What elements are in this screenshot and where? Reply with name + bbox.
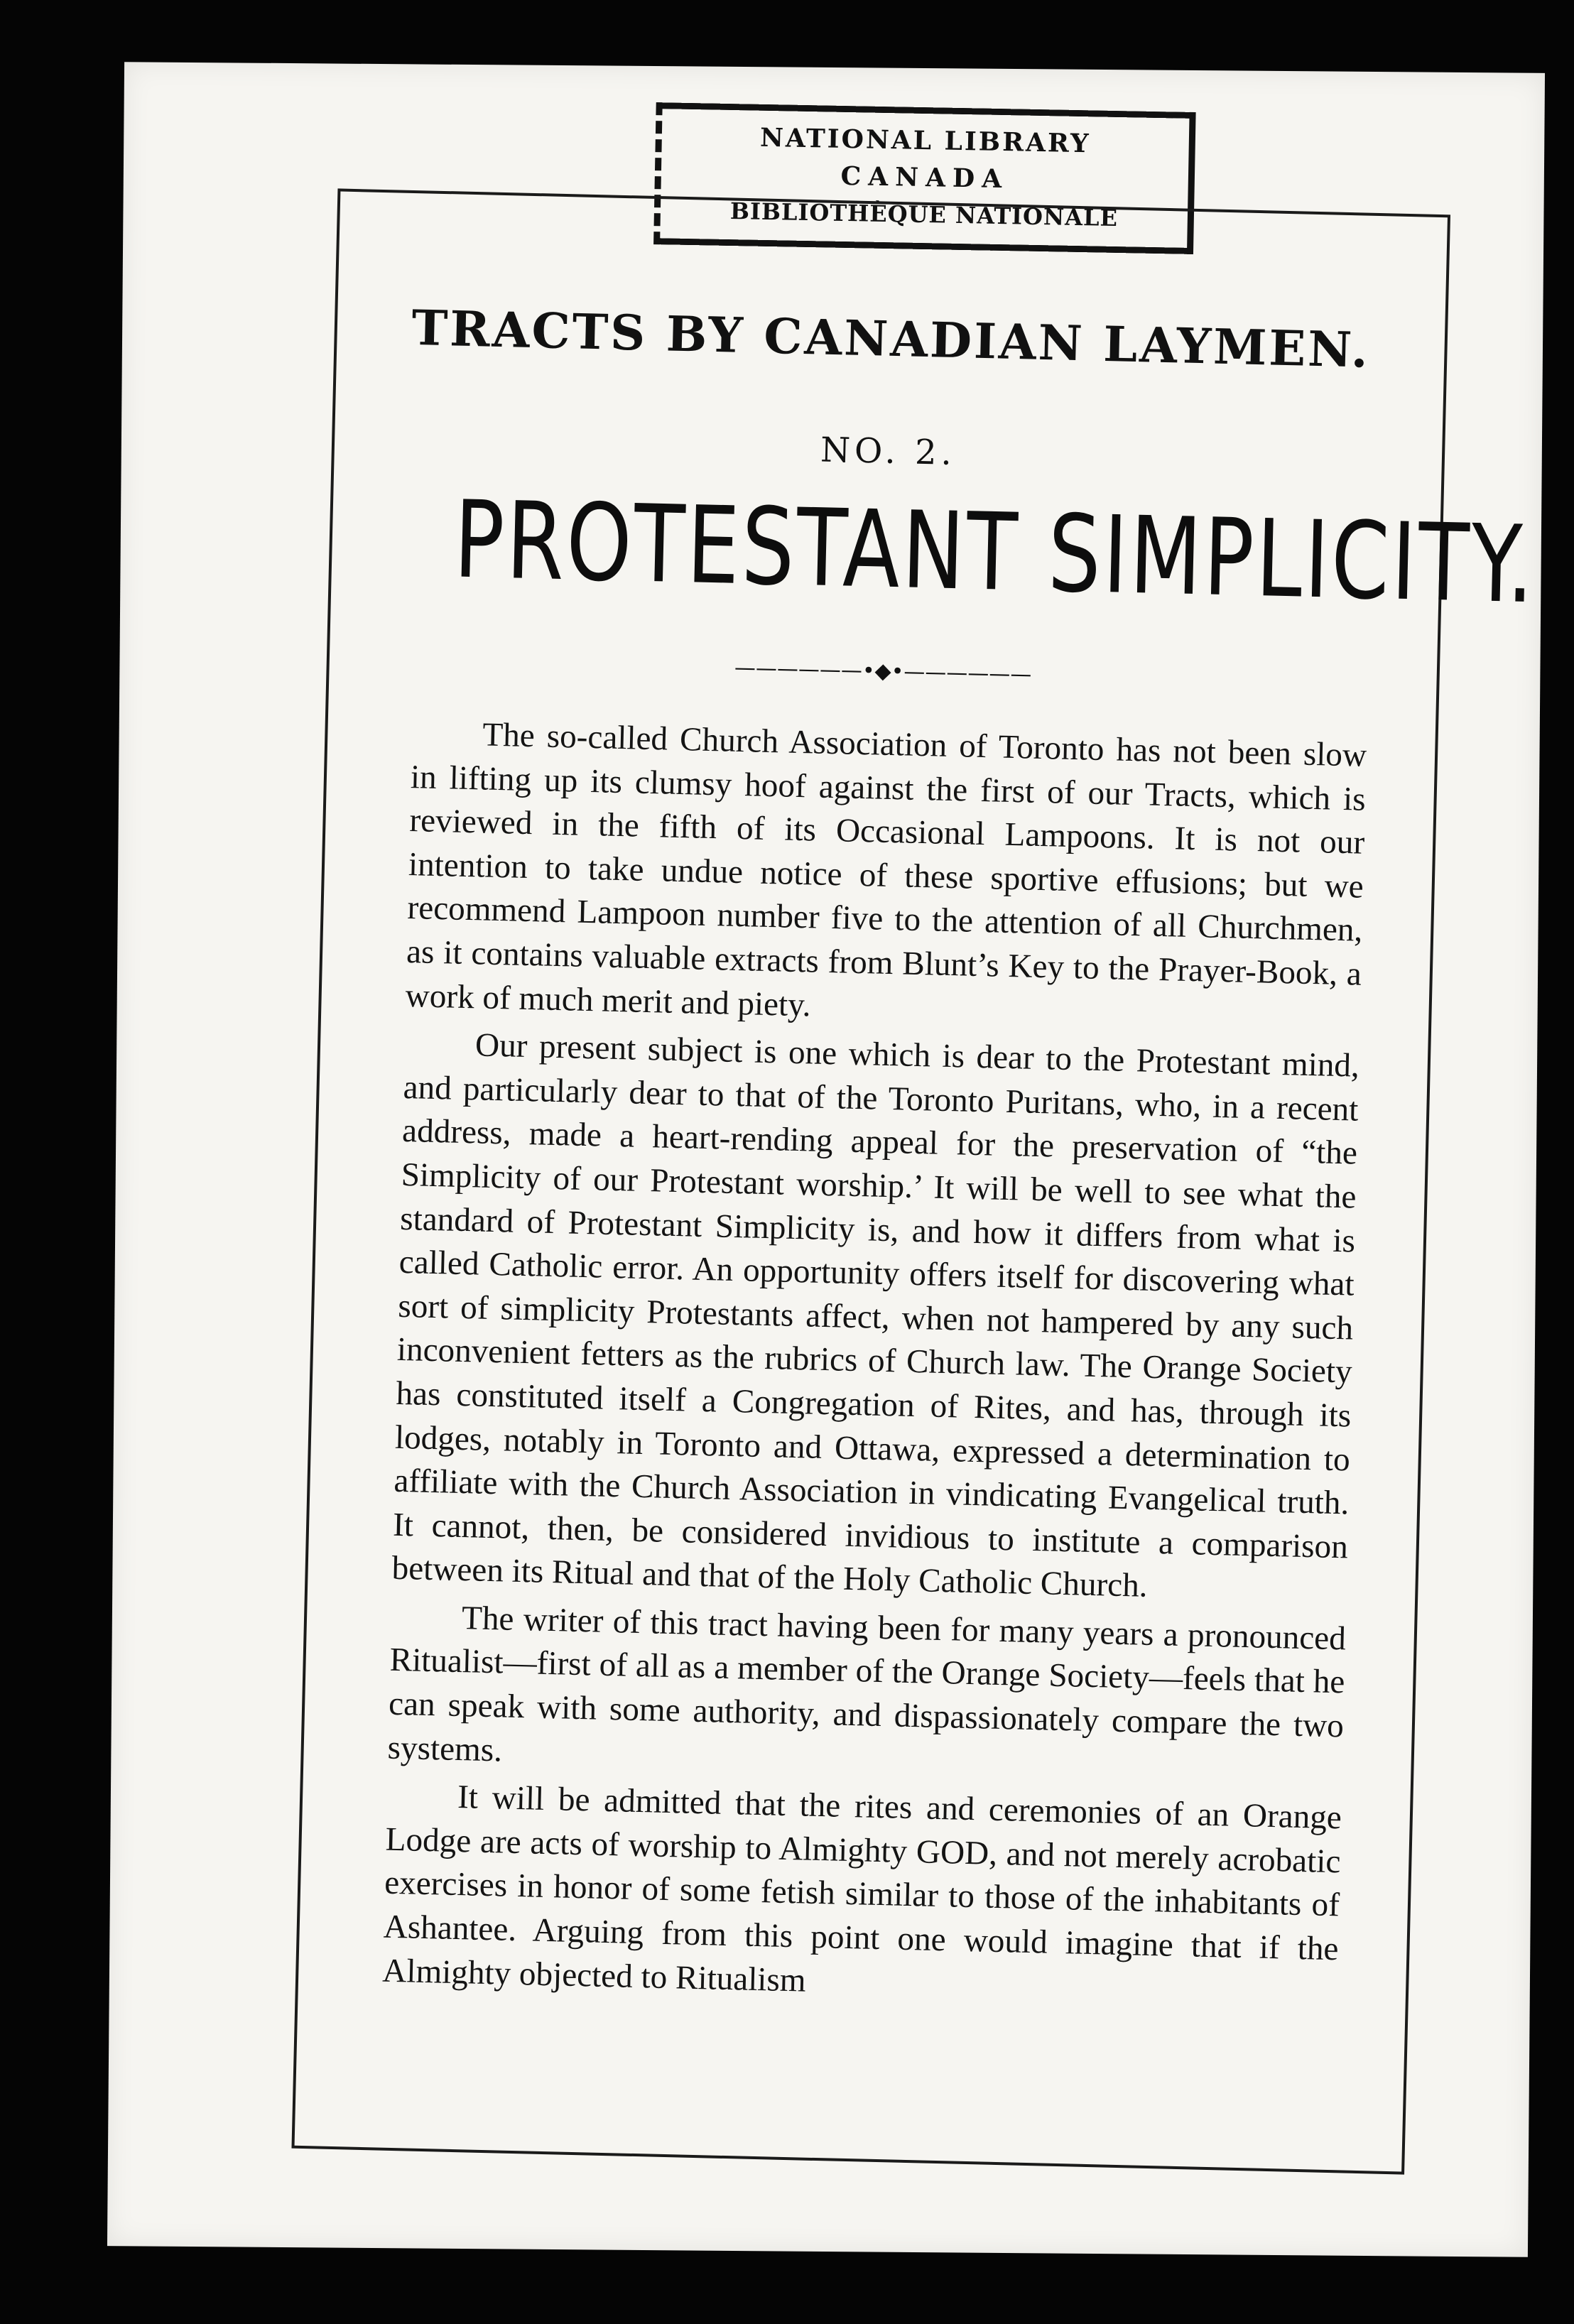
stamp-line-1: NATIONAL LIBRARY xyxy=(759,122,1091,159)
paragraph-2: Our present subject is one which is dear to the Protestant mind, and particularly dear to that of the Toronto Puritans, who, in a recent address, made a heart-rending appeal for the preservation of “the Simplicity of our Protestant worship.’ It will be well to see what the standard of Protestant Simplicity is, and how it differs from what is called Catholic error. An opportunity offers itself for discovering what sort of simplicity Protestants affect, when not hampered by any such inconvenient fetters as the rubrics of Church law. The Orange Society has constituted itself a Congregation of Rites, and has, through its lodges, notably in Toronto and Ottawa, expressed a determination to affiliate with the Church Association in vindicating Evangelical truth. It cannot, then, be considered invidious to institute a comparison between its Ritual and that of the Holy Catholic Church. xyxy=(391,1026,1360,1605)
page-title: PROTESTANT SIMPLICITY. xyxy=(452,478,1538,628)
paragraph-4: It will be admitted that the rites and ceremonies of an Orange Lodge are acts of worship to Almighty GOD, and not merely acrobatic exercises in honor of some fetish similar to those of the inhabitants of Ashantee. Arguing from this point one would imagine that if the Almighty objected to Ritualism xyxy=(381,1779,1342,1999)
paragraph-3: The writer of this tract having been for many years a pronounced Ritualist—first of all as a member of the Orange Society—feels that he can speak with some authority, and dispassionately compare the two systems. xyxy=(387,1599,1347,1769)
paper-sheet xyxy=(107,62,1545,2257)
stamp-line-2: CANADA xyxy=(840,161,1009,195)
series-title: TRACTS BY CANADIAN LAYMEN. xyxy=(411,299,1371,379)
tract-number: NO. 2. xyxy=(820,430,957,474)
paragraph-1: The so-called Church Association of Toronto has not been slow in lifting up its clumsy hoof against the first of our Tracts, which is reviewed in the fifth of its Occasional Lampoons. It is not our intention to take undue notice of these sportive effusions; but we recommend Lampoon number five to the attention of all Churchmen, as it contains valuable extracts from Blunt’s Key to the Prayer-Book, a work of much merit and piety. xyxy=(405,716,1367,1023)
ornamental-rule: ——————•◆•—————— xyxy=(734,655,1032,688)
stamp-line-3: BIBLIOTHÈQUE NATIONALE xyxy=(729,197,1119,232)
text-frame xyxy=(291,188,1538,2174)
body-text xyxy=(382,712,1367,2019)
